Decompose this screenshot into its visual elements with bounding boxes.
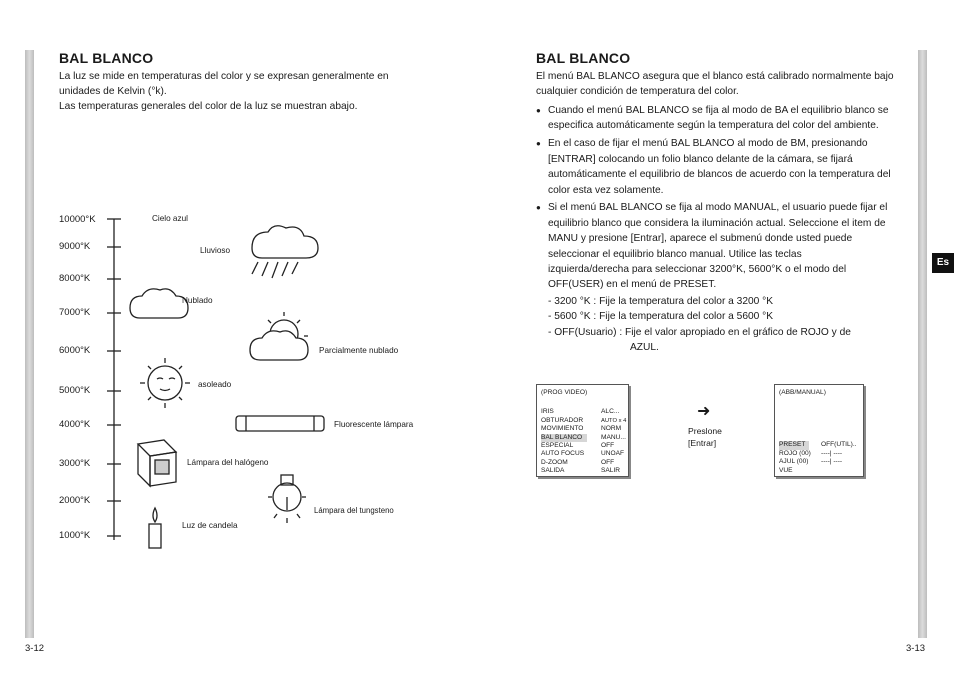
- menu-item: ESPECIAL: [541, 442, 574, 450]
- label-halogeno: Lámpara del halógeno: [187, 458, 269, 467]
- page-number-right: 3-13: [906, 643, 926, 654]
- menu-value: ----| ----: [821, 458, 843, 466]
- menu-item-selected: BAL BLANCO: [541, 434, 587, 442]
- language-tab: Es: [932, 253, 954, 273]
- menu-value: MANU...: [601, 433, 626, 441]
- menu-row: [541, 434, 628, 442]
- preset-option: - 5600 °K : Fije la temperatura del color a 5600 °K: [548, 311, 774, 323]
- menu-row: [541, 459, 628, 467]
- tungsten-bulb-icon: [268, 475, 306, 523]
- left-intro-line: unidades de Kelvin (°k).: [59, 86, 167, 97]
- menu-row: [541, 408, 628, 416]
- candle-icon: [149, 508, 161, 548]
- scale-label: 2000°K: [59, 495, 91, 506]
- cloud-icon: [130, 289, 188, 318]
- sun-icon: [140, 358, 190, 408]
- menu-row: [541, 467, 628, 475]
- right-intro: [536, 69, 916, 99]
- menu-item: ROJO (00): [779, 449, 811, 457]
- menu-item: SALIDA: [541, 467, 565, 475]
- press-enter-label: [688, 426, 722, 449]
- menu-item: VUE: [779, 466, 793, 474]
- scale-label: 9000°K: [59, 241, 91, 252]
- label-tungsteno: Lámpara del tungsteno: [314, 506, 394, 515]
- preset-options: [548, 294, 911, 356]
- menu-row: [779, 458, 863, 466]
- menu-item: AUTO FOCUS: [541, 450, 585, 458]
- menu-item: D-ZOOM: [541, 458, 568, 466]
- bullet-manual: [536, 200, 911, 355]
- label-soleado: asoleado: [198, 380, 232, 389]
- menu-item-selected: PRESET: [779, 441, 809, 449]
- menu-item: IRIS: [541, 408, 554, 416]
- fluorescent-tube-icon: [236, 416, 324, 431]
- preset-option: - 3200 °K : Fije la temperatura del color a 3200 °K: [548, 295, 774, 307]
- menu-row: [779, 450, 863, 458]
- scale-label: 8000°K: [59, 273, 91, 284]
- menu-value: ALC...: [601, 408, 620, 416]
- scale-label: 1000°K: [59, 530, 91, 541]
- menu-title: (PROG VIDEO): [541, 389, 588, 396]
- menu-row: [541, 425, 628, 433]
- menu-value: OFF: [601, 458, 615, 466]
- bullet-ba: [536, 103, 911, 134]
- right-title: BAL BLANCO: [536, 50, 631, 66]
- preset-option: - OFF(Usuario) : Fije el valor apropiado en el gráfico de ROJO y de: [548, 326, 851, 338]
- menu-row: [779, 441, 863, 449]
- bullet-list: [536, 103, 911, 358]
- bullet-line: equilibrio blanco que considera la iluminación actual. Seleccione el item de: [548, 217, 886, 229]
- menu-value: ----| ----: [821, 449, 843, 457]
- label-lluvioso: Lluvioso: [200, 246, 231, 255]
- bullet-line: automáticamente el equilibrio de blancos de acuerdo con la temperatura del: [548, 169, 891, 181]
- bullet-line: [ENTRAR] colocando un folio blanco delante de la cámara, se fijará: [548, 153, 853, 165]
- scale-label: 4000°K: [59, 419, 91, 430]
- right-intro-line: cualquier condición de temperatura del color.: [536, 86, 739, 97]
- arrow-right-icon: ➜: [697, 403, 711, 420]
- halogen-lamp-icon: [138, 440, 176, 486]
- bullet-line: MANU y presione [Entrar], aparece el submenú donde usted puede: [548, 233, 853, 245]
- press-line: [Entrar]: [688, 437, 717, 448]
- menu-item: MOVIMIENTO: [541, 425, 584, 433]
- rain-cloud-icon: [252, 226, 318, 278]
- menu-value: NORM: [601, 425, 622, 433]
- label-fluor: Fluorescente lámpara: [334, 420, 414, 429]
- menu-title: (ABB/MANUAL): [779, 389, 826, 396]
- bullet-line: color esta vez solamente.: [548, 184, 664, 196]
- abb-manual-menu: [774, 384, 864, 477]
- bullet-line: izquierda/derecha para seleccionar 3200°K, 5600°K o el modo del: [548, 264, 847, 276]
- page-number-left: 3-12: [25, 643, 45, 654]
- menu-value: SALIR: [601, 467, 621, 475]
- left-intro-line: La luz se mide en temperaturas del color y se expresan generalmente en: [59, 71, 389, 82]
- bullet-line: seleccionar el equilibrio blanco manual. Utilice las teclas: [548, 248, 802, 260]
- scale-label: 3000°K: [59, 458, 91, 469]
- bullet-line: especifica automáticamente según la temperatura del color del ambiente.: [548, 120, 879, 132]
- menu-item: AJUL (00): [779, 458, 809, 466]
- left-title: BAL BLANCO: [59, 50, 154, 66]
- label-cielo: Cielo azul: [152, 214, 188, 223]
- scale-label: 10000°K: [59, 214, 96, 225]
- label-vela: Luz de candela: [182, 521, 238, 530]
- label-parcial: Parcialmente nublado: [319, 346, 399, 355]
- bullet-line: ● Cuando el menú BAL BLANCO se fija al modo de BA el equilibrio blanco se: [548, 105, 889, 116]
- menu-row: [541, 417, 628, 425]
- press-line: Preslone: [688, 426, 722, 436]
- preset-option-cont: AZUL.: [630, 342, 659, 354]
- menu-item: OBTURADOR: [541, 416, 584, 424]
- prog-video-menu: [536, 384, 629, 477]
- menu-row: [541, 442, 628, 450]
- scale-label: 5000°K: [59, 385, 91, 396]
- left-intro-line: Las temperaturas generales del color de la luz se muestran abajo.: [59, 101, 358, 112]
- scale-label: 6000°K: [59, 345, 91, 356]
- menu-row: [541, 450, 628, 458]
- bullet-line: ● Si el menú BAL BLANCO se fija al modo MANUAL, el usuario puede fijar el: [548, 202, 888, 214]
- menu-value: OFF: [601, 442, 615, 450]
- scale-label: 7000°K: [59, 307, 91, 318]
- bullet-line: OFF(USER) en el menú de PRESET.: [548, 279, 717, 291]
- menu-row: [779, 467, 863, 475]
- label-nublado: Nublado: [182, 296, 213, 305]
- menu-value: OFF(UTIL)..: [821, 441, 857, 449]
- menu-value: UNOAF: [601, 450, 625, 458]
- bullet-bm: [536, 136, 911, 198]
- right-intro-line: El menú BAL BLANCO asegura que el blanco está calibrado normalmente bajo: [536, 71, 894, 82]
- bullet-line: ● En el caso de fijar el menú BAL BLANCO al modo de BM, presionando: [548, 138, 868, 150]
- menu-value: AUTO x 4: [601, 417, 627, 424]
- partly-cloudy-icon: [250, 312, 308, 360]
